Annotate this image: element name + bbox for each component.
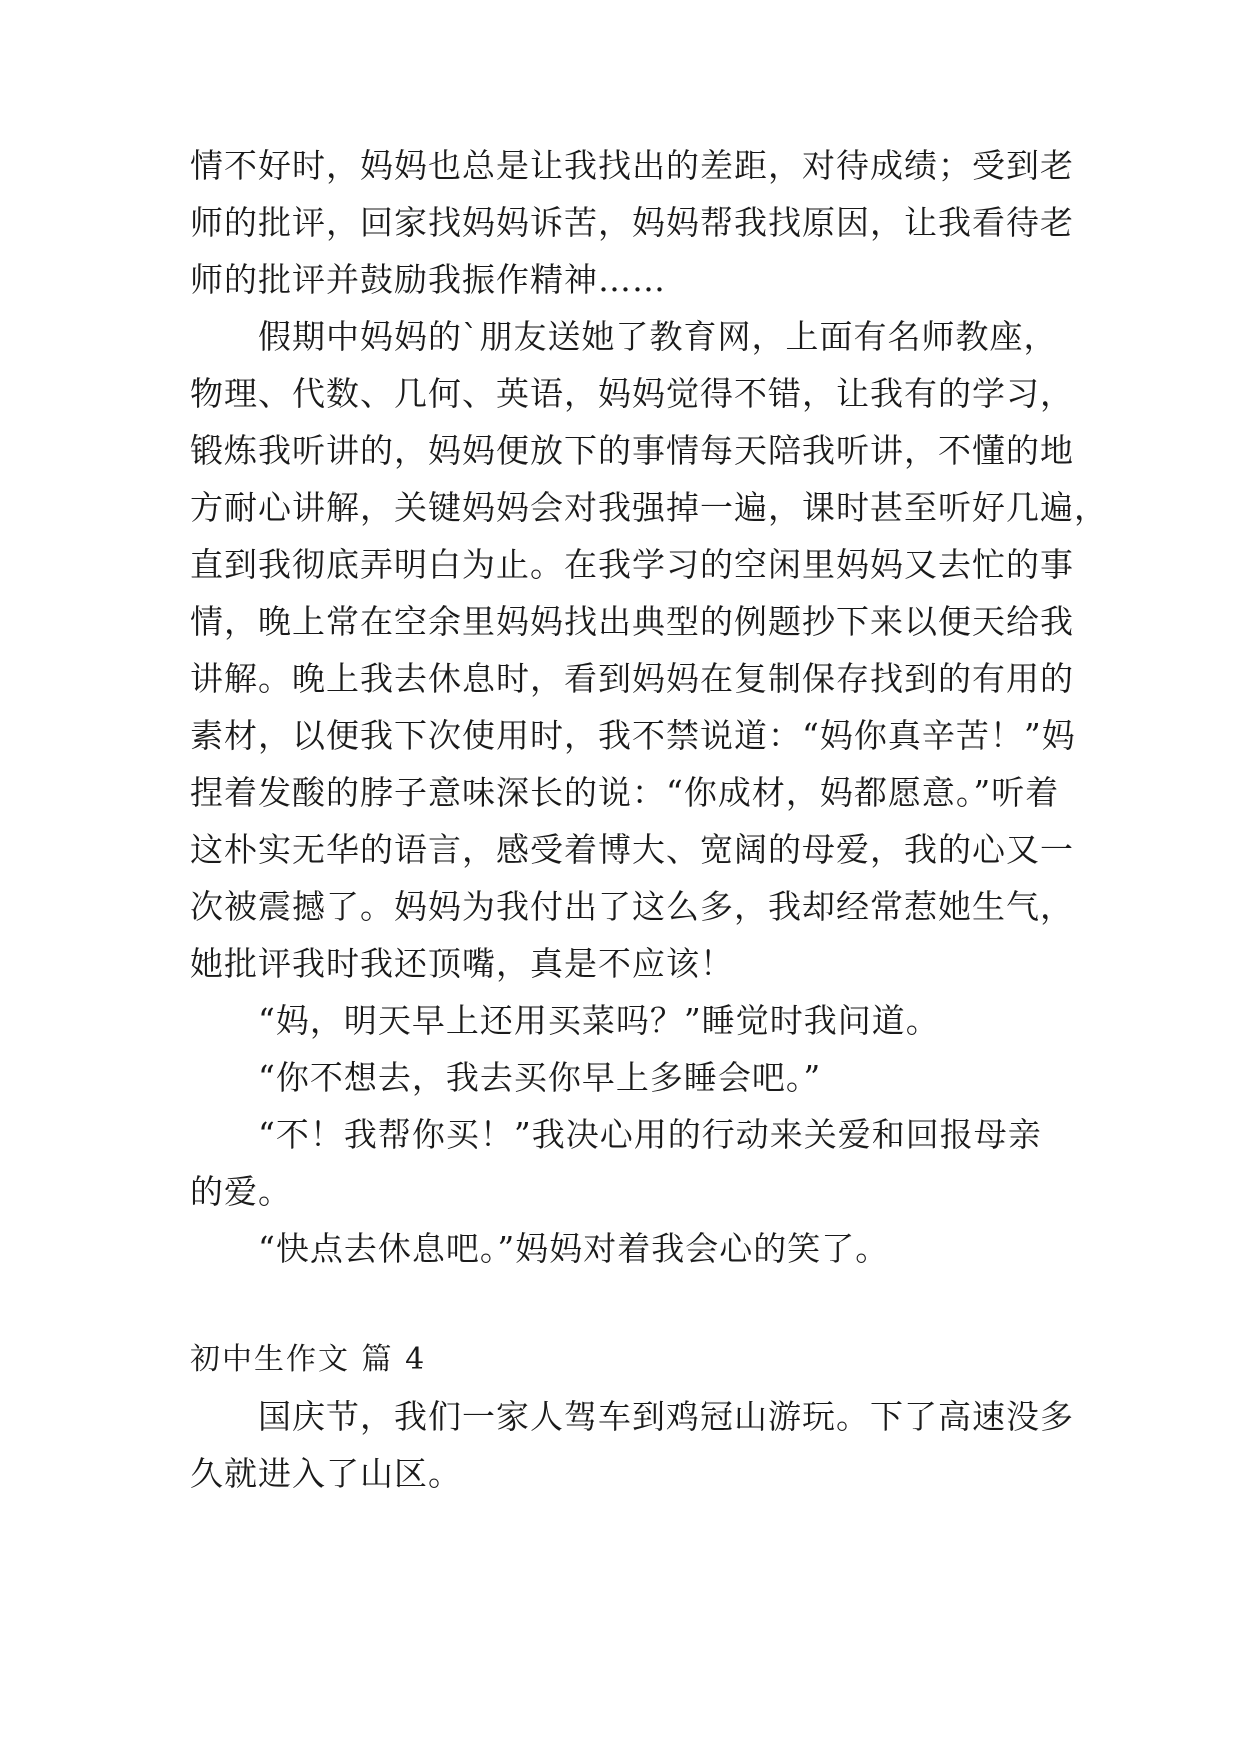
paragraph-line: “快点去休息吧。”妈妈对着我会心的笑了。 xyxy=(258,1229,890,1268)
section-heading: 初中生作文 篇 4 xyxy=(190,1342,427,1377)
paragraph-line: 这朴实无华的语言，感受着博大、宽阔的母爱，我的心又一 xyxy=(190,830,1074,869)
paragraph-line: 捏着发酸的脖子意味深长的说：“你成材，妈都愿意。”听着 xyxy=(190,773,1060,812)
paragraph-line: 讲解。晚上我去休息时，看到妈妈在复制保存找到的有用的 xyxy=(190,659,1074,698)
paragraph-line: 物理、代数、几何、英语，妈妈觉得不错，让我有的学习， xyxy=(190,374,1074,413)
paragraph-line: 情不好时，妈妈也总是让我找出的差距，对待成绩；受到老 xyxy=(190,146,1074,185)
paragraph-line: “你不想去，我去买你早上多睡会吧。” xyxy=(258,1058,822,1097)
paragraph-line: 素材，以便我下次使用时，我不禁说道：“妈你真辛苦！”妈 xyxy=(190,716,1076,755)
paragraph-line: “不！我帮你买！”我决心用的行动来关爱和回报母亲 xyxy=(258,1115,1042,1154)
paragraph-line: 久就进入了山区。 xyxy=(190,1454,462,1493)
paragraph-line: 锻炼我听讲的，妈妈便放下的事情每天陪我听讲，不懂的地 xyxy=(190,431,1074,470)
paragraph-line: 情，晚上常在空余里妈妈找出典型的例题抄下来以便天给我 xyxy=(190,602,1074,641)
paragraph-line: “妈，明天早上还用买菜吗？”睡觉时我问道。 xyxy=(258,1001,940,1040)
paragraph-line: 假期中妈妈的`朋友送她了教育网，上面有名师教座， xyxy=(258,317,1058,356)
paragraph-line: 师的批评，回家找妈妈诉苦，妈妈帮我找原因，让我看待老 xyxy=(190,203,1074,242)
paragraph-line: 师的批评并鼓励我振作精神…… xyxy=(190,260,666,299)
paragraph-line: 她批评我时我还顶嘴，真是不应该！ xyxy=(190,944,734,983)
paragraph-line: 方耐心讲解，关键妈妈会对我强掉一遍，课时甚至听好几遍， xyxy=(190,488,1108,527)
paragraph-line: 次被震撼了。妈妈为我付出了这么多，我却经常惹她生气， xyxy=(190,887,1074,926)
paragraph-line: 的爱。 xyxy=(190,1172,292,1211)
paragraph-line: 直到我彻底弄明白为止。在我学习的空闲里妈妈又去忙的事 xyxy=(190,545,1074,584)
paragraph-line: 国庆节，我们一家人驾车到鸡冠山游玩。下了高速没多 xyxy=(258,1397,1074,1436)
